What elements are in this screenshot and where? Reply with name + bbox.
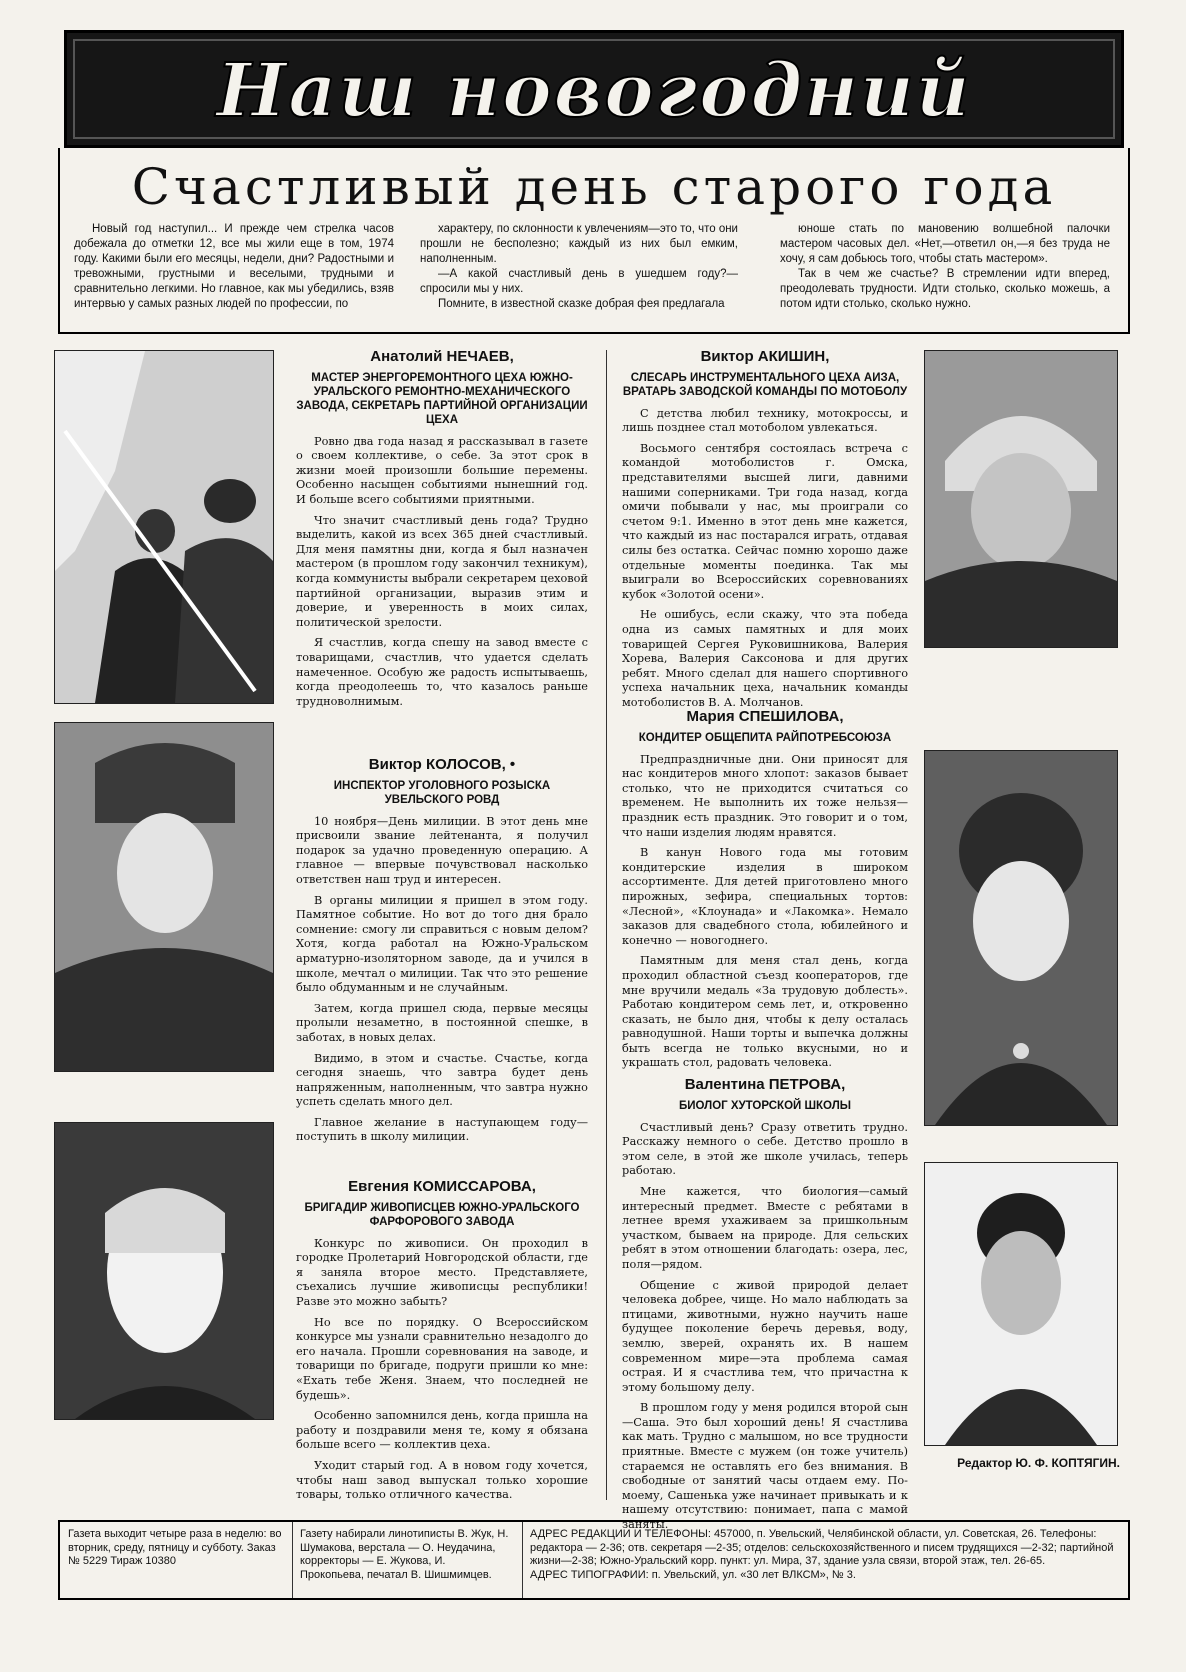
article-paragraph: Предпраздничные дни. Они приносят для нас кондитеров много хлопот: заказов бывает столько, что не приходится считаться со временем. Не выполнить их тоже нельзя—праздник есть праздник. Это говорит и о том, что наши изделия людям нравятся.: [622, 752, 908, 839]
imprint-footer: [58, 1520, 1130, 1600]
article-petrova: [622, 1078, 908, 1539]
article-paragraph: Общение с живой природой делает человека добрее, чище. Но мало наблюдать за птицами, животными, нужно научить наше будущее поколение беречь деревья, воду, землю, зверей, охранять их. В нашем современном мире—эта проблема самая острая. И я счастлива тем, что причастна к этому большому делу.: [622, 1278, 908, 1394]
person-name: Виктор АКИШИН,: [700, 348, 830, 365]
article-komissarova: [296, 1180, 588, 1509]
person-role: СЛЕСАРЬ ИНСТРУМЕНТАЛЬНОГО ЦЕХА АИЗА, ВРАТАРЬ ЗАВОДСКОЙ КОМАНДЫ ПО МОТОБОЛУ: [622, 371, 908, 398]
article-paragraph: Не ошибусь, если скажу, что эта победа одна из самых памятных и для моих товарищей Сергея Руковишникова, Валерия Хорева, Валерия Саксонова и для других ребят. Много сделал для нашего спортивного успеха начальник цеха, начальник команды мотоболистов В. А. Молчанов.: [622, 608, 908, 709]
photo-speshilova: [924, 750, 1118, 1126]
footer-staff: Газету набирали линотиписты В. Жук, Н. Шумакова, верстала — О. Неудачина, корректоры — Е. Жукова, И. Прокопьева, печатал В. Шишмимцев.: [300, 1528, 509, 1581]
article-paragraph: В прошлом году у меня родился второй сын—Саша. Это был хороший день! Я счастлива как мать. Трудно с малышом, но все трудности приятные. Вместе с мужем (он тоже учитель) стараемся не оставлять его без внимания. В свободные от занятий часы отдаем ему. По-моему, Сашенька уже начинает привыкать и к нашему отсутствию: понимает, папа с мамой заняты.: [622, 1401, 908, 1532]
editor-credit: Редактор Ю. Ф. КОПТЯГИН.: [957, 1456, 1120, 1470]
intro-paragraph: Помните, в известной сказке добрая фея предлагала: [438, 298, 725, 310]
article-paragraph: В органы милиции я пришел в этом году. Памятное событие. Но вот до того дня брало сомнение: смогу ли справиться с новым делом? Хотя, когда работал на Южно-Уральском арматурно-изоляторном заводе, да и учился в школе, мечтал о милиции. Так что это решение было обдуманным и не случайным.: [296, 893, 588, 995]
intro-paragraph: —А какой счастливый день в ушедшем году?—спросили мы у них.: [420, 268, 738, 295]
intro-paragraph: Новый год наступил... И прежде чем стрелка часов добежала до отметки 12, все мы жили еще в том, 1974 году. Какими были его месяцы, недели, дни? Радостными и тревожными, грустными и веселыми, трудными и сравнительно легкими. Но главное, как мы убедились, взяв интервью у самых разных людей по профессии, по: [74, 223, 394, 310]
article-paragraph: Мне кажется, что биология—самый интересный предмет. Вместе с ребятами в летнее время ухаживаем за пришкольным участком, бываем на природе. Для сельских ребят в этом отношении благодать: озера, лес, поля—рядом.: [622, 1184, 908, 1271]
article-paragraph: 10 ноября—День милиции. В этот день мне присвоили звание лейтенанта, я получил подарок за удачно проведенную операцию. А главное — впервые почувствовал насколько ответствен наш труд и интересен.: [296, 814, 588, 886]
intro-paragraph: юноше стать по мановению волшебной палочки мастером часовых дел. «Нет,—ответил он,—я без труда не хочу, я сам добьюсь того, чтобы стать мастером».: [780, 223, 1110, 265]
person-name: Валентина ПЕТРОВА,: [684, 1076, 846, 1093]
intro-column-2: [420, 222, 738, 312]
article-paragraph: В канун Нового года мы готовим кондитерские изделия в широком ассортименте. Для детей приготовлено много пирожных, зефира, специальных тортов: «Лесной», «Клоунада» и «Лакомка». Немало заказов для свадебного стола, юбилейного и конечно — новогоднего.: [622, 846, 908, 947]
article-paragraph: Особенно запомнился день, когда пришла на работу и поздравили меня те, кому я обязана больше всего — коллектив цеха.: [296, 1409, 588, 1452]
person-name: Евгения КОМИССАРОВА,: [348, 1178, 536, 1195]
footer-divider: [292, 1522, 293, 1598]
intro-paragraph: характеру, по склонности к увлечениям—это то, что они прошли не бесполезно; каждый из них был емким, наполненным.: [420, 223, 738, 265]
article-paragraph: С детства любил технику, мотокроссы, и лишь позднее стал мотоболом увлекаться.: [622, 406, 908, 435]
article-paragraph: Уходит старый год. А в новом году хочется, чтобы наш завод выпускал только хорошие товары, только отличного качества.: [296, 1458, 588, 1502]
footer-divider: [522, 1522, 523, 1598]
editorial-address: АДРЕС РЕДАКЦИИ И ТЕЛЕФОНЫ: 457000, п. Увельский, Челябинской области, ул. Советская, 26. Телефоны: редактора — 2-36; отв. секретаря —2-35; отделов: сельскохозяйственного и писем трудящихся —2-32; партийной жизни—2-38; Южно-Уральский корр. пункт: ул. Мира, 37, здание узла связи, второй этаж, тел. 26-65.: [530, 1528, 1114, 1567]
photo-kolosov: [54, 722, 274, 1072]
article-paragraph: Ровно два года назад я рассказывал в газете о своем коллективе, о себе. За этот срок в жизни моей произошли большие перемены. Особенно насыщен событиями нынешний год. И больше всего событиями приятными.: [296, 434, 588, 506]
article-paragraph: Главное желание в наступающем году—поступить в школу милиции.: [296, 1115, 588, 1144]
person-role: МАСТЕР ЭНЕРГОРЕМОНТНОГО ЦЕХА ЮЖНО-УРАЛЬСКОГО РЕМОНТНО-МЕХАНИЧЕСКОГО ЗАВОДА, СЕКРЕТАРЬ ПАРТИЙНОЙ ОРГАНИЗАЦИИ ЦЕХА: [296, 371, 588, 426]
intro-paragraph: Так в чем же счастье? В стремлении идти вперед, преодолевать трудности. Идти столько, сколько можешь, а потом идти столько, сколько нужно.: [780, 268, 1110, 310]
article-paragraph: Я счастлив, когда спешу на завод вместе с товарищами, счастлив, что удается сделать намеченное. Особую же радость испытываешь, когда преодолеешь то, что казалось раньше трудноволнимым.: [296, 636, 588, 708]
article-paragraph: Счастливый день? Сразу ответить трудно. Расскажу немного о себе. Детство прошло в этом селе, в этой же школе училась, теперь работаю.: [622, 1120, 908, 1178]
printing-address: АДРЕС ТИПОГРАФИИ: п. Увельский, ул. «30 лет ВЛКСМ», № 3.: [530, 1568, 856, 1581]
masthead-title: Наш новогодний: [216, 48, 972, 134]
article-paragraph: Видимо, в этом и счастье. Счастье, когда сегодня знаешь, что завтра будет день напряженным, наполненным, что завтра нужно успеть сделать много дел.: [296, 1051, 588, 1109]
person-name: Мария СПЕШИЛОВА,: [686, 708, 844, 725]
article-paragraph: Конкурс по живописи. Он проходил в городке Пролетарий Новгородской области, где я заняла второе место. Представляете, съехались лучшие живописцы республики! Разве это можно забыть?: [296, 1236, 588, 1308]
article-nechaev: [296, 350, 588, 715]
photo-nechaev: [54, 350, 274, 704]
article-akishin: [622, 350, 908, 716]
person-name: Анатолий НЕЧАЕВ,: [370, 348, 514, 365]
person-role: БИОЛОГ ХУТОРСКОЙ ШКОЛЫ: [678, 1099, 852, 1112]
photo-akishin: [924, 350, 1118, 648]
person-role: ИНСПЕКТОР УГОЛОВНОГО РОЗЫСКА УВЕЛЬСКОГО РОВД: [333, 779, 551, 806]
column-divider: [606, 350, 607, 1500]
photo-komissarova: [54, 1122, 274, 1420]
article-paragraph: Что значит счастливый день года? Трудно выделить, какой из всех 365 дней счастливый. Для меня памятны дни, когда я был назначен мастером (в прошлом году закончил техникум), когда коммунисты выбрали секретарем цеховой партийной организации, выразив этим и доверие, и уверенность в моих силах, политической зрелости.: [296, 513, 588, 629]
article-kolosov: [296, 758, 588, 1151]
masthead-banner: [64, 30, 1124, 148]
article-speshilova: [622, 710, 908, 1077]
intro-column-1: [74, 222, 394, 312]
article-paragraph: Памятным для меня стал день, когда проходил областной съезд кооператоров, где мне вручили медаль «За трудовую доблесть». Работаю кондитером семь лет, и, откровенно сказать, не было дня, чтобы к делу осталась равнодушной. Наши торты и выпечка должны быть всегда не только вкусными, но и украшать стол, радовать человека.: [622, 954, 908, 1070]
intro-column-3: [780, 222, 1110, 312]
headline: Счастливый день старого года: [131, 158, 1057, 216]
person-role: БРИГАДИР ЖИВОПИСЦЕВ ЮЖНО-УРАЛЬСКОГО ФАРФОРОВОГО ЗАВОДА: [304, 1201, 580, 1228]
article-paragraph: Затем, когда пришел сюда, первые месяцы пролыли незаметно, в постоянной спешке, в заботах, в новых делах.: [296, 1001, 588, 1044]
footer-address: [530, 1528, 1122, 1582]
article-paragraph: Восьмого сентября состоялась встреча с командой мотоболистов г. Омска, представителями высшей лиги, давними нашими соперниками. Три года назад, когда омичи побывали у нас, мы проиграли со счетом 9:1. Именно в этот день мне кажется, что каждый из нас постарался играть, отдавая силы без остатка. Сейчас помню хорошо даже отдельные моменты поединка. Так мы выиграли во Всероссийских соревнованиях кубок «Золотой осени».: [622, 441, 908, 601]
photo-petrova: [924, 1162, 1118, 1446]
article-paragraph: Но все по порядку. О Всероссийском конкурсе мы узнали сравнительно незадолго до его начала. Прошли соревнования на заводе, и товарищи по бригаде, подруги пришли ко мне: «Ехать тебе Женя. Знаем, что последней не будешь».: [296, 1315, 588, 1402]
person-role: КОНДИТЕР ОБЩЕПИТА РАЙПОТРЕБСОЮЗА: [638, 731, 892, 744]
person-name: Виктор КОЛОСОВ, •: [368, 756, 516, 773]
footer-schedule: Газета выходит четыре раза в неделю: во вторник, среду, пятницу и субботу. Заказ № 5229 Тираж 10380: [68, 1528, 282, 1567]
